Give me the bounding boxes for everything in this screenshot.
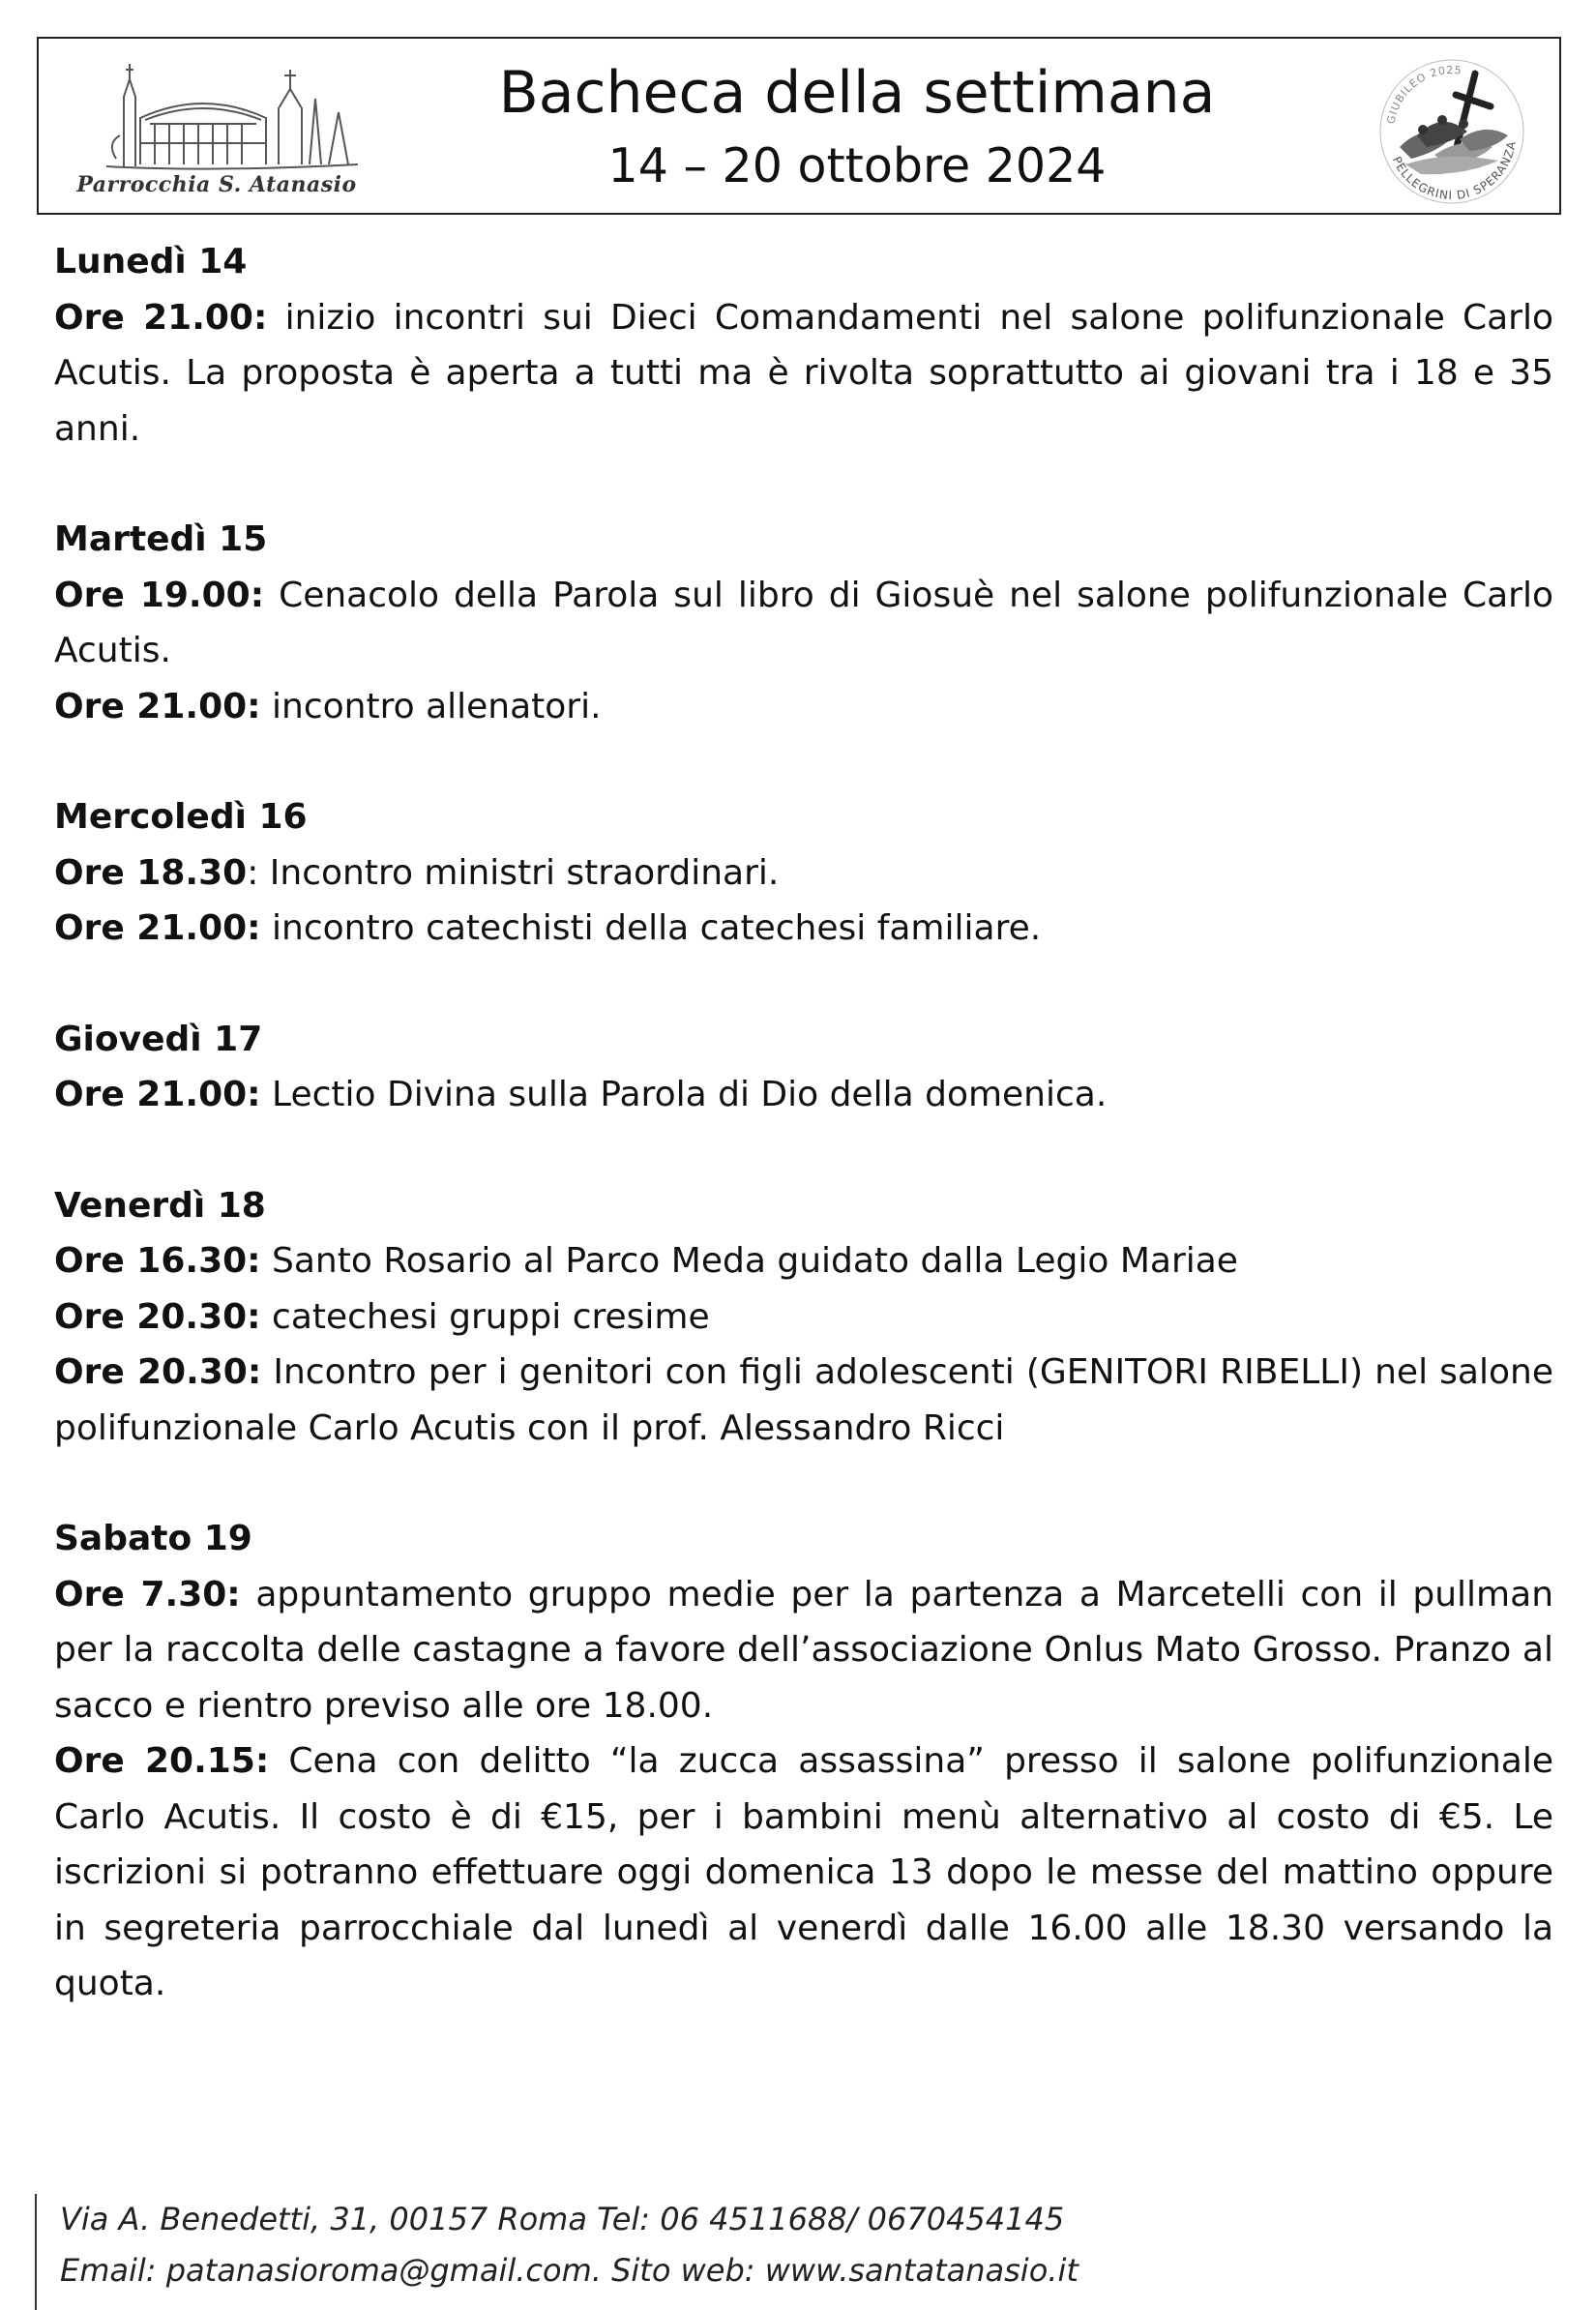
seal-ring-bottom: PELLEGRINI DI SPERANZA bbox=[1389, 139, 1519, 203]
entry-time: Ore 20.15: bbox=[54, 1741, 270, 1781]
schedule-entry bbox=[54, 1345, 1553, 1456]
footer-contacts: Email: patanasioroma@gmail.com. Sito web: www.santatanasio.it bbox=[60, 2252, 1079, 2289]
schedule-entry bbox=[54, 1733, 1553, 2012]
day-section bbox=[54, 1012, 1553, 1123]
parish-logo-caption: Parrocchia S. Atanasio bbox=[76, 172, 357, 197]
day-label: Mercoledì 16 bbox=[54, 797, 308, 837]
jubilee-logo bbox=[1367, 46, 1536, 211]
church-sketch-icon bbox=[48, 50, 387, 176]
entry-text: Lectio Divina sulla Parola di Dio della domenica. bbox=[260, 1075, 1108, 1114]
footer bbox=[35, 2194, 1079, 2310]
entry-time: Ore 21.00: bbox=[54, 297, 268, 338]
entry-text: incontro catechisti della catechesi familiare. bbox=[260, 908, 1042, 948]
entry-text: inizio incontri sui Dieci Comandamenti nel salone polifunzionale Carlo Acutis. La proposta è aperta a tutti ma è rivolta soprattutto ai giovani tra i 18 e 35 anni. bbox=[54, 297, 1553, 449]
day-section bbox=[54, 512, 1553, 734]
footer-address: Via A. Benedetti, 31, 00157 Roma Tel: 06 4511688/ 0670454145 bbox=[60, 2201, 1065, 2237]
entry-text: Cena con delitto “la zucca assassina” presso il salone polifunzionale Carlo Acutis. Il costo è di €15, per i bambini menù alternativo al costo di €5. Le iscrizioni si potranno effettuare oggi domenica 13 dopo le messe del mattino oppure in segreteria parrocchiale dal lunedì al venerdì dalle 16.00 alle 18.30 versando la quota. bbox=[54, 1741, 1554, 2003]
day-label: Martedì 15 bbox=[54, 519, 268, 559]
title-line-1: Bacheca della settimana bbox=[498, 59, 1216, 127]
entry-text: incontro allenatori. bbox=[260, 686, 602, 726]
day-section bbox=[54, 1511, 1553, 2012]
day-label: Venerdì 18 bbox=[54, 1185, 266, 1226]
entry-time: Ore 21.00: bbox=[54, 908, 261, 948]
entry-time: Ore 16.30: bbox=[54, 1241, 261, 1281]
day-label: Lunedì 14 bbox=[54, 242, 248, 281]
schedule-entry bbox=[54, 1067, 1553, 1123]
schedule-entry bbox=[54, 845, 1553, 902]
schedule-entry bbox=[54, 1289, 1553, 1346]
day-section bbox=[54, 789, 1553, 957]
seal-ring-top: GIUBILEO 2025 bbox=[1384, 63, 1463, 126]
entry-text: : Incontro ministri straordinari. bbox=[247, 852, 780, 893]
entry-text: Santo Rosario al Parco Meda guidato dalla Legio Mariae bbox=[260, 1241, 1238, 1281]
day-section bbox=[54, 234, 1553, 457]
parish-logo bbox=[48, 50, 387, 205]
header-box bbox=[37, 37, 1561, 215]
day-section bbox=[54, 1178, 1553, 1457]
jubilee-seal-icon bbox=[1367, 46, 1536, 211]
entry-time: Ore 20.30: bbox=[54, 1296, 261, 1337]
schedule-entry bbox=[54, 679, 1553, 735]
entry-time: Ore 19.00: bbox=[54, 575, 265, 615]
schedule-entry bbox=[54, 901, 1553, 957]
day-label: Giovedì 17 bbox=[54, 1019, 263, 1059]
entry-time: Ore 20.30: bbox=[54, 1352, 262, 1392]
svg-text:GIUBILEO 2025 bbox=[1384, 64, 1463, 125]
title-line-2: 14 – 20 ottobre 2024 bbox=[607, 138, 1107, 193]
entry-text: Incontro per i genitori con figli adolescenti (GENITORI RIBELLI) nel salone polifunzionale Carlo Acutis con il prof. Alessandro Ricci bbox=[54, 1352, 1553, 1448]
entry-text: Cenacolo della Parola sul libro di Giosuè nel salone polifunzionale Carlo Acutis. bbox=[54, 575, 1553, 670]
schedule-entry bbox=[54, 568, 1553, 679]
day-label: Sabato 19 bbox=[54, 1519, 252, 1558]
entry-time: Ore 21.00: bbox=[54, 686, 261, 726]
page-title bbox=[406, 56, 1308, 199]
weekly-schedule bbox=[54, 234, 1553, 2067]
entry-text: catechesi gruppi cresime bbox=[260, 1296, 710, 1337]
entry-time: Ore 18.30 bbox=[54, 852, 248, 893]
entry-text: appuntamento gruppo medie per la partenza a Marcetelli con il pullman per la raccolta delle castagne a favore dell’associazione Onlus Mato Grosso. Pranzo al sacco e rientro previso alle ore 18.00. bbox=[54, 1574, 1554, 1726]
entry-time: Ore 21.00: bbox=[54, 1075, 261, 1114]
schedule-entry bbox=[54, 1233, 1553, 1289]
entry-time: Ore 7.30: bbox=[54, 1574, 241, 1614]
schedule-entry bbox=[54, 1567, 1553, 1734]
schedule-entry bbox=[54, 290, 1553, 458]
